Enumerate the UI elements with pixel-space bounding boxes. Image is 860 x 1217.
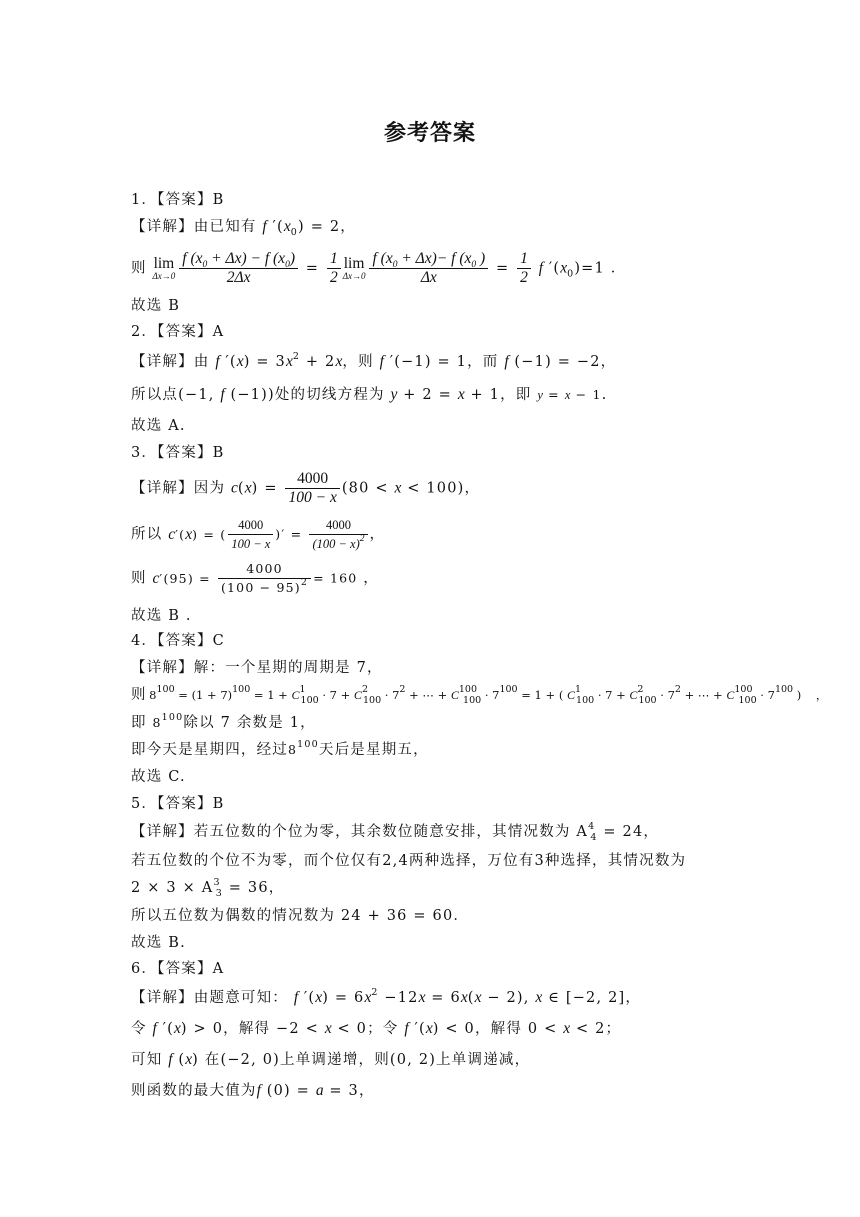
q5-detail: 【详解】若五位数的个位为零，其余数位随意安排，其情况数为 $A^4_4 = 24$，	[131, 821, 660, 843]
q5-detail-2: 若五位数的个位不为零，而个位仅有2,4两种选择，万位有3种选择，其情况数为	[131, 853, 687, 869]
q3-answer: 3．【答案】B	[131, 445, 225, 461]
q5-total: 所以五位数为偶数的情况数为 24 + 36 = 60．	[131, 908, 470, 924]
q3-choice: 故选 B .	[131, 608, 192, 624]
q3-value: 则 c′(95) = $\frac{4000}{(100 - 95)^2}$ = 160 ，	[131, 561, 379, 595]
q1-limit: 则 lim Δx→0 $\frac{f (x_0 + \Delta x) - f (x_0)}{2\Delta x}$ = $\frac{1}{2}$ lim Δx→0 $\frac{f (x_0 + \Delta x)- f (x_0 )}{\Delta x}$ = $\frac{1}{2}$ f $'(x_0)=1$ ．	[131, 250, 627, 286]
q1-answer: 1．【答案】B	[131, 192, 225, 208]
q2-tangent: 所以点(−1, f (−1))处的切线方程为 y + 2 = x + 1，即 y = x − 1.	[131, 386, 608, 403]
q2-choice: 故选 A.	[131, 418, 186, 434]
q2-detail: 【详解】由 f $'(x) = 3x^2 + 2x$，则 f ′(−1) = 1，而 f (−1) = −2，	[131, 351, 617, 370]
q4-detail: 【详解】解：一个星期的周期是 7，	[131, 660, 383, 676]
q6-detail: 【详解】由题意可知： f $'(x) = 6x^2 -12x = 6x(x - 2)$, x ∈ [−2, 2]，	[131, 987, 642, 1006]
q4-answer: 4．【答案】C	[131, 633, 225, 649]
q5-answer: 5．【答案】B	[131, 796, 225, 812]
q1-detail: 【详解】由已知有 f $'(x_0) = 2$，	[131, 218, 356, 238]
q6-maximum: 则函数的最大值为f (0) = a = 3，	[131, 1082, 375, 1099]
q2-answer: 2．【答案】A	[131, 324, 225, 340]
q6-intervals: 令 f ′(x) > 0，解得 −2 < x < 0；令 f ′(x) < 0，解得 0 < x < 2；	[131, 1020, 622, 1037]
q4-choice: 故选 C.	[131, 769, 186, 785]
q5-count: $2 \times 3 \times A^3_3 = 36$，	[131, 877, 285, 899]
q4-remainder: 即 $8^{100}$除以 7 余数是 1，	[131, 712, 316, 731]
q4-expansion: 则 $8^{100} = (1 + 7)^{100} = 1 + C^1_{100} \cdot 7 + C^2_{100} \cdot 7^2$ + ⋯ + $C^{100}_{100} \cdot 7^{100} = 1$ + ( $C^1_{100} \cdot 7 + C^2_{100} \cdot 7^2$ + ⋯ + $C^{100}_{100} \cdot 7^{100}$ ) ，	[131, 684, 828, 706]
q5-choice: 故选 B.	[131, 935, 186, 951]
q3-derivative: 所以 c′(x) = ( $\frac{4000}{100 - x}$ )′ = $\frac{4000}{(100 - x)^2}$ ，	[131, 518, 386, 551]
q6-answer: 6．【答案】A	[131, 961, 225, 977]
page-title: 参考答案	[383, 121, 476, 146]
q3-detail: 【详解】因为 c(x) = $\frac{4000}{100 - x}$ (80 < x < 100)，	[131, 470, 481, 506]
q1-choice: 故选 B	[131, 298, 181, 314]
q6-monotonic: 可知 f (x) 在(−2, 0)上单调递增，则(0, 2)上单调递减，	[131, 1051, 531, 1068]
q4-weekday: 即今天是星期四，经过$8^{100}$天后是星期五，	[131, 739, 429, 758]
